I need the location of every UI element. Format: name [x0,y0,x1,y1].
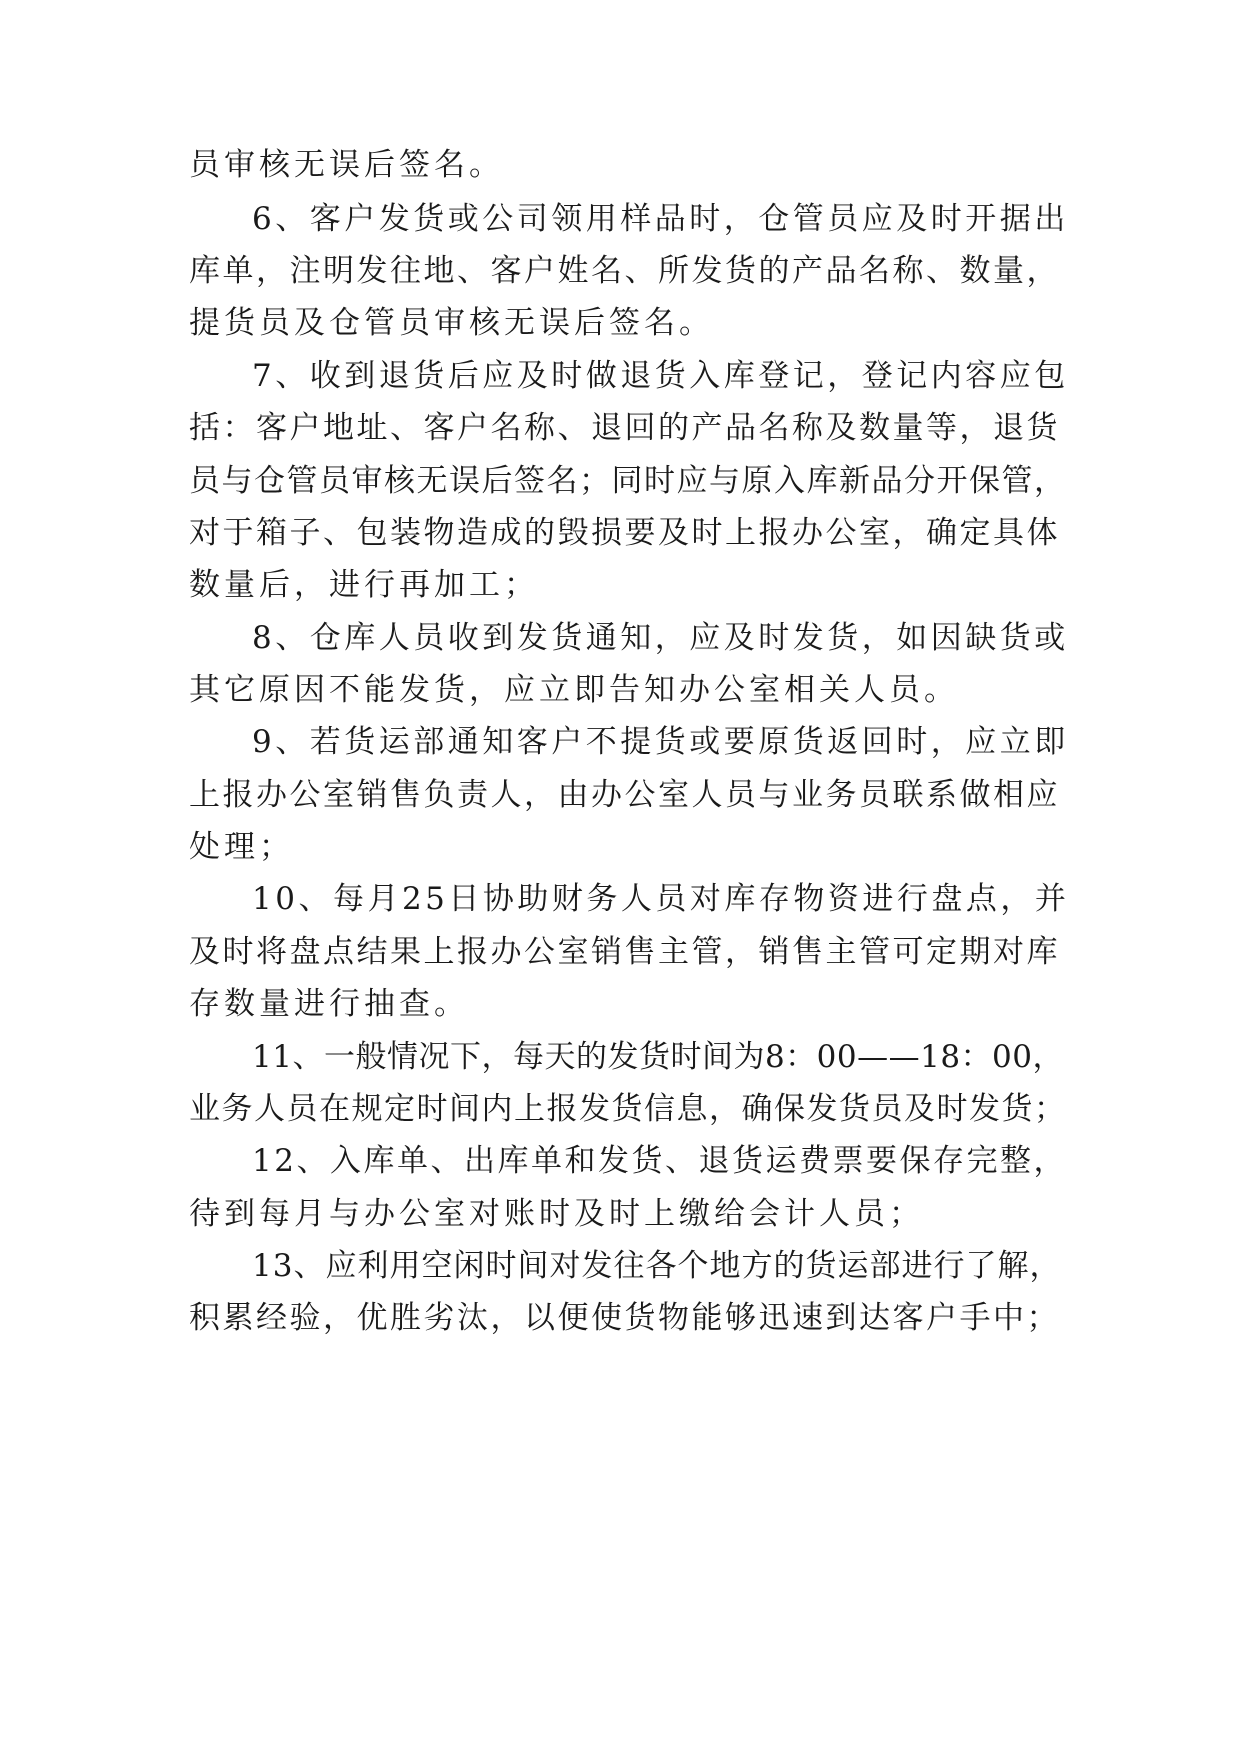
text-line: 库单，注明发往地、客户姓名、所发货的产品名称、数量， [189,253,1060,289]
text-line: 及时将盘点结果上报办公室销售主管，销售主管可定期对库 [189,934,1060,970]
text-line: 处理； [189,829,294,865]
text-line: 6、客户发货或公司领用样品时，仓管员应及时开据出 [252,201,1069,237]
text-line: 10、每月25日协助财务人员对库存物资进行盘点，并 [252,881,1070,917]
text-line: 9、若货运部通知客户不提货或要原货返回时，应立即 [252,724,1069,760]
text-line: 括：客户地址、客户名称、退回的产品名称及数量等，退货 [189,410,1060,446]
text-line: 上报办公室销售负责人，由办公室人员与业务员联系做相应 [189,777,1060,813]
text-line: 7、收到退货后应及时做退货入库登记，登记内容应包 [252,358,1069,394]
text-line: 13、应利用空闲时间对发往各个地方的货运部进行了解， [252,1248,1062,1284]
text-line: 业务人员在规定时间内上报发货信息，确保发货员及时发货； [189,1091,1067,1127]
text-line: 积累经验，优胜劣汰，以便使货物能够迅速到达客户手中； [189,1300,1060,1336]
text-line: 存数量进行抽查。 [189,986,469,1022]
text-line: 提货员及仓管员审核无误后签名。 [189,305,714,341]
text-line: 12、入库单、出库单和发货、退货运费票要保存完整， [252,1143,1067,1179]
text-line: 对于箱子、包装物造成的毁损要及时上报办公室，确定具体 [189,515,1060,551]
text-line: 8、仓库人员收到发货通知，应及时发货，如因缺货或 [252,620,1069,656]
text-line: 数量后，进行再加工； [189,567,539,603]
text-line: 员审核无误后签名。 [189,147,504,183]
text-line: 待到每月与办公室对账时及时上缴给会计人员； [189,1196,924,1232]
text-line: 员与仓管员审核无误后签名；同时应与原入库新品分开保管， [189,463,1067,499]
text-line: 11、一般情况下，每天的发货时间为8：00——18：00， [252,1039,1065,1075]
text-line: 其它原因不能发货，应立即告知办公室相关人员。 [189,672,959,708]
